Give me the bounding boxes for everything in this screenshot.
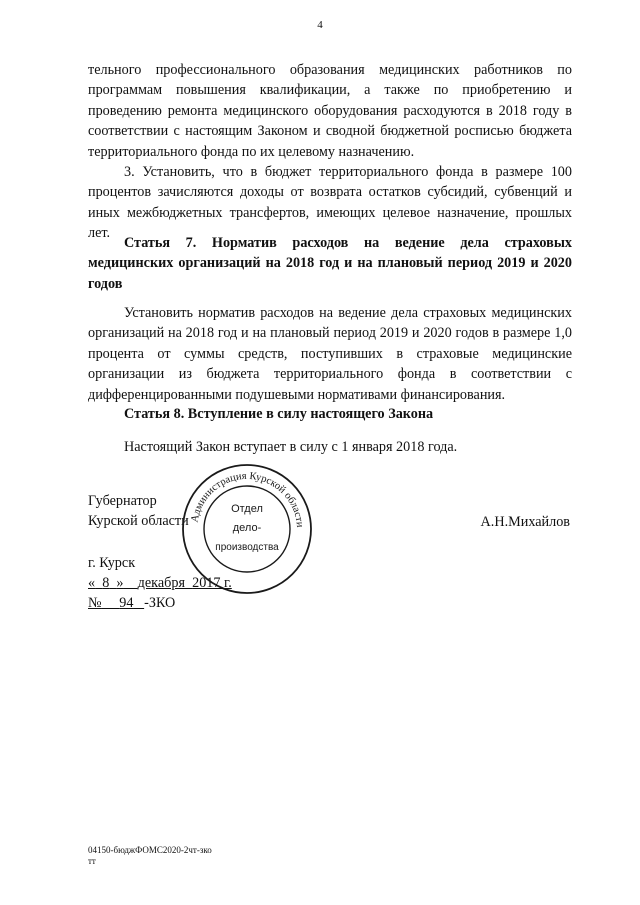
governor-title-line-1: Губернатор: [88, 493, 157, 509]
paragraph-continuation: тельного профессионального образования медицинских работников по программам повышения квалификации, а также по приобретению и проведению ремонта медицинского оборудования расходуются в 2018 году в соответствии с настоящим Законом и сводной бюджетной росписью бюджета территориального фонда по их целевому назначению.: [88, 62, 572, 160]
article-7-body: [88, 303, 572, 405]
article-7-heading: Статья 7. Норматив расходов на ведение дела страховых медицинских организаций на 2018 год и на плановый период 2019 и 2020 годов: [88, 235, 572, 292]
stamp-ring-text: Администрация Курской области: [189, 470, 306, 528]
law-number-value: 94: [119, 595, 134, 611]
page-number: 4: [317, 19, 323, 31]
stamp-line-2: дело-: [232, 522, 262, 534]
governor-title-line-2: Курской области: [88, 513, 189, 530]
law-number-suffix: -ЗКО: [144, 595, 176, 611]
article-7-heading-block: [88, 233, 572, 294]
stamp-line-1: Отдел: [231, 503, 263, 515]
date-day: 8: [102, 575, 110, 591]
document-footer: [88, 845, 212, 867]
article-8-paragraph: Настоящий Закон вступает в силу с 1 января 2018 года.: [124, 439, 458, 455]
date-close-quote: »: [116, 575, 124, 591]
signatory-name: А.Н.Михайлов: [480, 514, 570, 530]
law-number-label: №: [88, 595, 102, 611]
paragraph-item-3: 3. Установить, что в бюджет территориального фонда в размере 100 процентов зачисляются доходы от возврата остатков субсидий, субвенций и иных межбюджетных трансфертов, имеющих целевое назначение, прошлых лет.: [88, 164, 572, 242]
text-block-1: [88, 60, 572, 244]
footer-file-code: 04150-бюджФОМС2020-2чт-зко: [88, 845, 212, 855]
article-8-heading: Статья 8. Вступление в силу настоящего Закона: [124, 406, 434, 422]
place-of-signing: г. Курск: [88, 555, 136, 571]
signing-date: [88, 573, 232, 593]
law-number: [88, 593, 175, 613]
article-8-body: [88, 437, 572, 457]
date-year: 2017 г.: [192, 575, 232, 591]
article-7-paragraph: Установить норматив расходов на ведение дела страховых медицинских организаций на 2018 год и на плановый период 2019 и 2020 годов в размере 1,0 процента от суммы средств, поступивших в страховые медицинские организации из бюджета территориального фонда в соответствии с дифференцированными подушевыми нормативами финансирования.: [88, 305, 572, 403]
article-8-heading-block: [88, 404, 572, 424]
date-month: декабря: [137, 575, 185, 591]
date-open-quote: «: [88, 575, 96, 591]
footer-initials: тт: [88, 856, 96, 866]
stamp-line-3: производства: [215, 542, 279, 553]
governor-title: [88, 491, 189, 532]
